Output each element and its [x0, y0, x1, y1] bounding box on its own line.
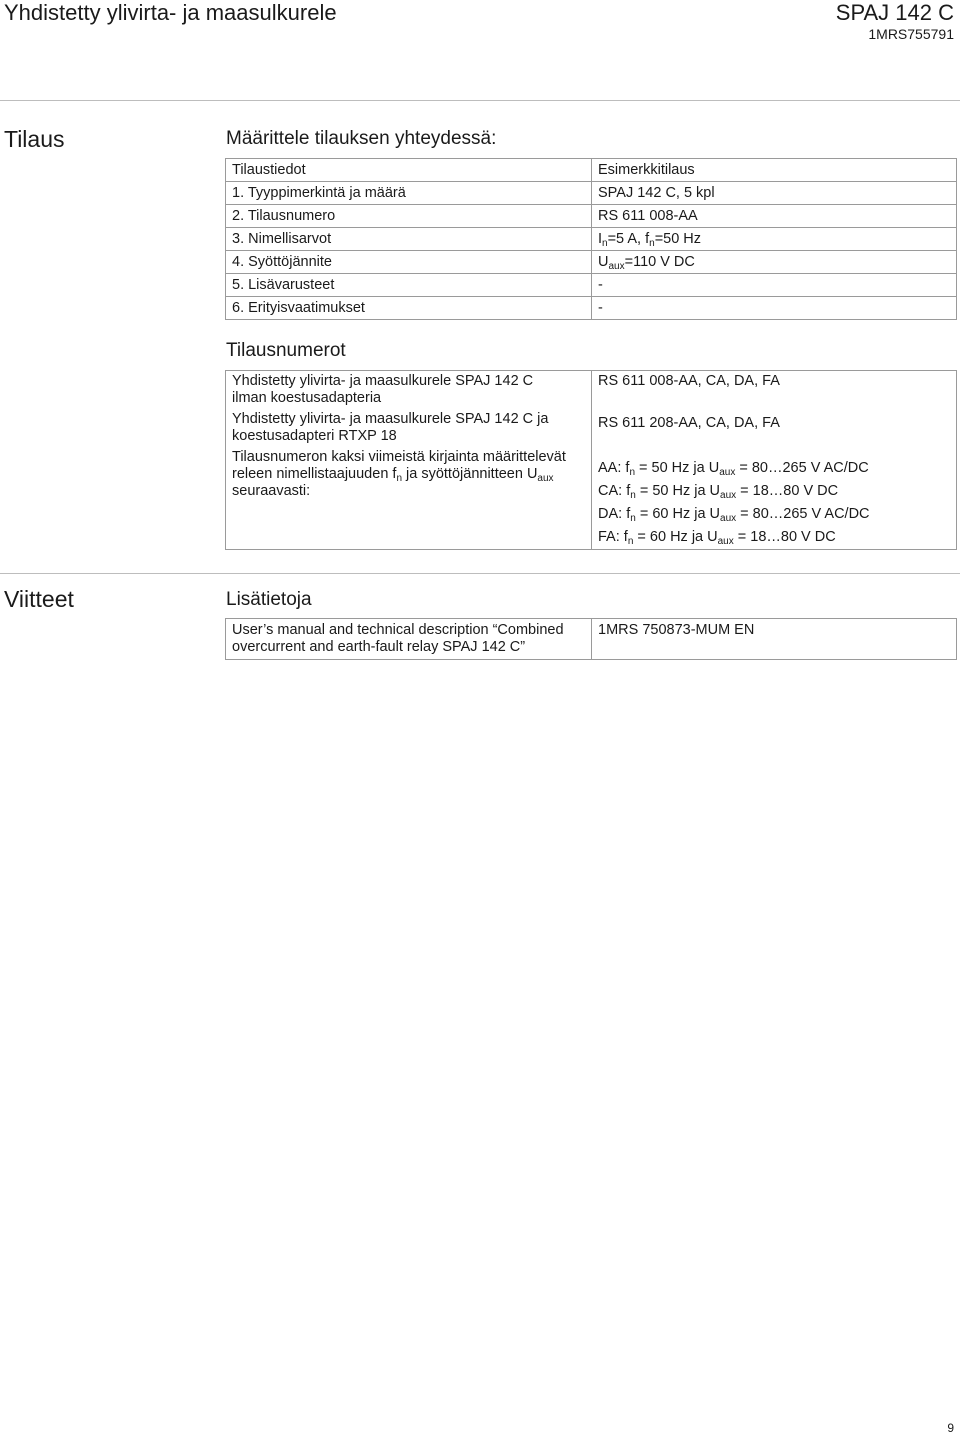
- document-title: Yhdistetty ylivirta- ja maasulkurele: [4, 0, 337, 25]
- ordering-subheading: Määrittele tilauksen yhteydessä:: [226, 128, 497, 149]
- ordering-table: [225, 158, 957, 320]
- table-cell-order-code: RS 611 008-AA, CA, DA, FA RS 611 208-AA, CA, DA, FA AA: $f_n = 50$ Hz ja $U_{aux}$ = 80…265 V AC/DC CA: $f_n = 50$ Hz ja $U_{aux}$ = 18…80 V DC DA: $f_n = 60$ Hz ja $U_{aux}$ = 80…265 V AC/DC FA: $f_n = 60$ Hz ja $U_{aux}$ = 18…80 V DC: [592, 371, 957, 550]
- table-cell-value: -: [592, 297, 957, 320]
- order-numbers-table: [225, 370, 957, 550]
- table-row: [226, 619, 957, 660]
- references-table: [225, 618, 957, 660]
- section-divider: [0, 573, 960, 574]
- document-number: 1MRS755791: [868, 26, 954, 42]
- table-cell-document: 1MRS 750873-MUM EN: [598, 622, 755, 638]
- product-code: SPAJ 142 C: [835, 0, 954, 25]
- table-cell-label: 4. Syöttöjännite: [226, 251, 592, 274]
- rating-code-item: DA: $f_n = 60$ Hz ja $U_{aux}$ = 80…265 V AC/DC: [598, 506, 870, 524]
- table-cell-label: 5. Lisävarusteet: [226, 274, 592, 297]
- section-divider: [0, 100, 960, 101]
- table-row: [226, 205, 957, 228]
- table-cell-value: $I_n=5$ A, $f_n=50$ Hz: [592, 228, 957, 251]
- table-cell-description: Yhdistetty ylivirta- ja maasulkurele SPAJ 142 C ilman koestusadapteria Yhdistetty ylivirta- ja maasulkurele SPAJ 142 C ja koestusadapteri RTXP 18 Tilausnumeron kaksi viimeistä kirjainta määrittelevät releen nimellistaajuuden $f_n$ ja syöttöjännitteen $U_{aux}$ seuraavasti:: [226, 371, 592, 550]
- references-subheading: Lisätietoja: [226, 589, 312, 610]
- page-number: 9: [947, 1421, 954, 1435]
- table-cell-value: Esimerkkitilaus: [592, 159, 957, 182]
- table-cell-value: SPAJ 142 C, 5 kpl: [592, 182, 957, 205]
- table-row: [226, 182, 957, 205]
- table-row: [226, 371, 957, 550]
- section-heading-ordering: Tilaus: [4, 126, 65, 152]
- table-row: [226, 251, 957, 274]
- rating-code-item: FA: $f_n = 60$ Hz ja $U_{aux}$ = 18…80 V DC: [598, 529, 836, 547]
- table-cell-description: User’s manual and technical description “Combined overcurrent and earth-fault relay SPAJ 142 C”: [226, 619, 592, 660]
- table-row: [226, 159, 957, 182]
- table-cell-value: -: [592, 274, 957, 297]
- table-cell-label: Tilaustiedot: [226, 159, 592, 182]
- table-row: [226, 274, 957, 297]
- table-row: [226, 228, 957, 251]
- table-cell-label: 6. Erityisvaatimukset: [226, 297, 592, 320]
- order-numbers-subheading: Tilausnumerot: [226, 340, 346, 361]
- rating-code-list: [598, 457, 950, 549]
- section-heading-references: Viitteet: [4, 586, 74, 612]
- table-row: [226, 297, 957, 320]
- table-cell-label: 3. Nimellisarvot: [226, 228, 592, 251]
- table-cell-label: 1. Tyyppimerkintä ja määrä: [226, 182, 592, 205]
- table-cell-label: 2. Tilausnumero: [226, 205, 592, 228]
- table-cell-value: $U_{aux}=110$ V DC: [592, 251, 957, 274]
- rating-code-item: CA: $f_n = 50$ Hz ja $U_{aux}$ = 18…80 V DC: [598, 483, 839, 501]
- table-cell-value: RS 611 008-AA: [592, 205, 957, 228]
- rating-code-item: AA: $f_n = 50$ Hz ja $U_{aux}$ = 80…265 V AC/DC: [598, 460, 869, 478]
